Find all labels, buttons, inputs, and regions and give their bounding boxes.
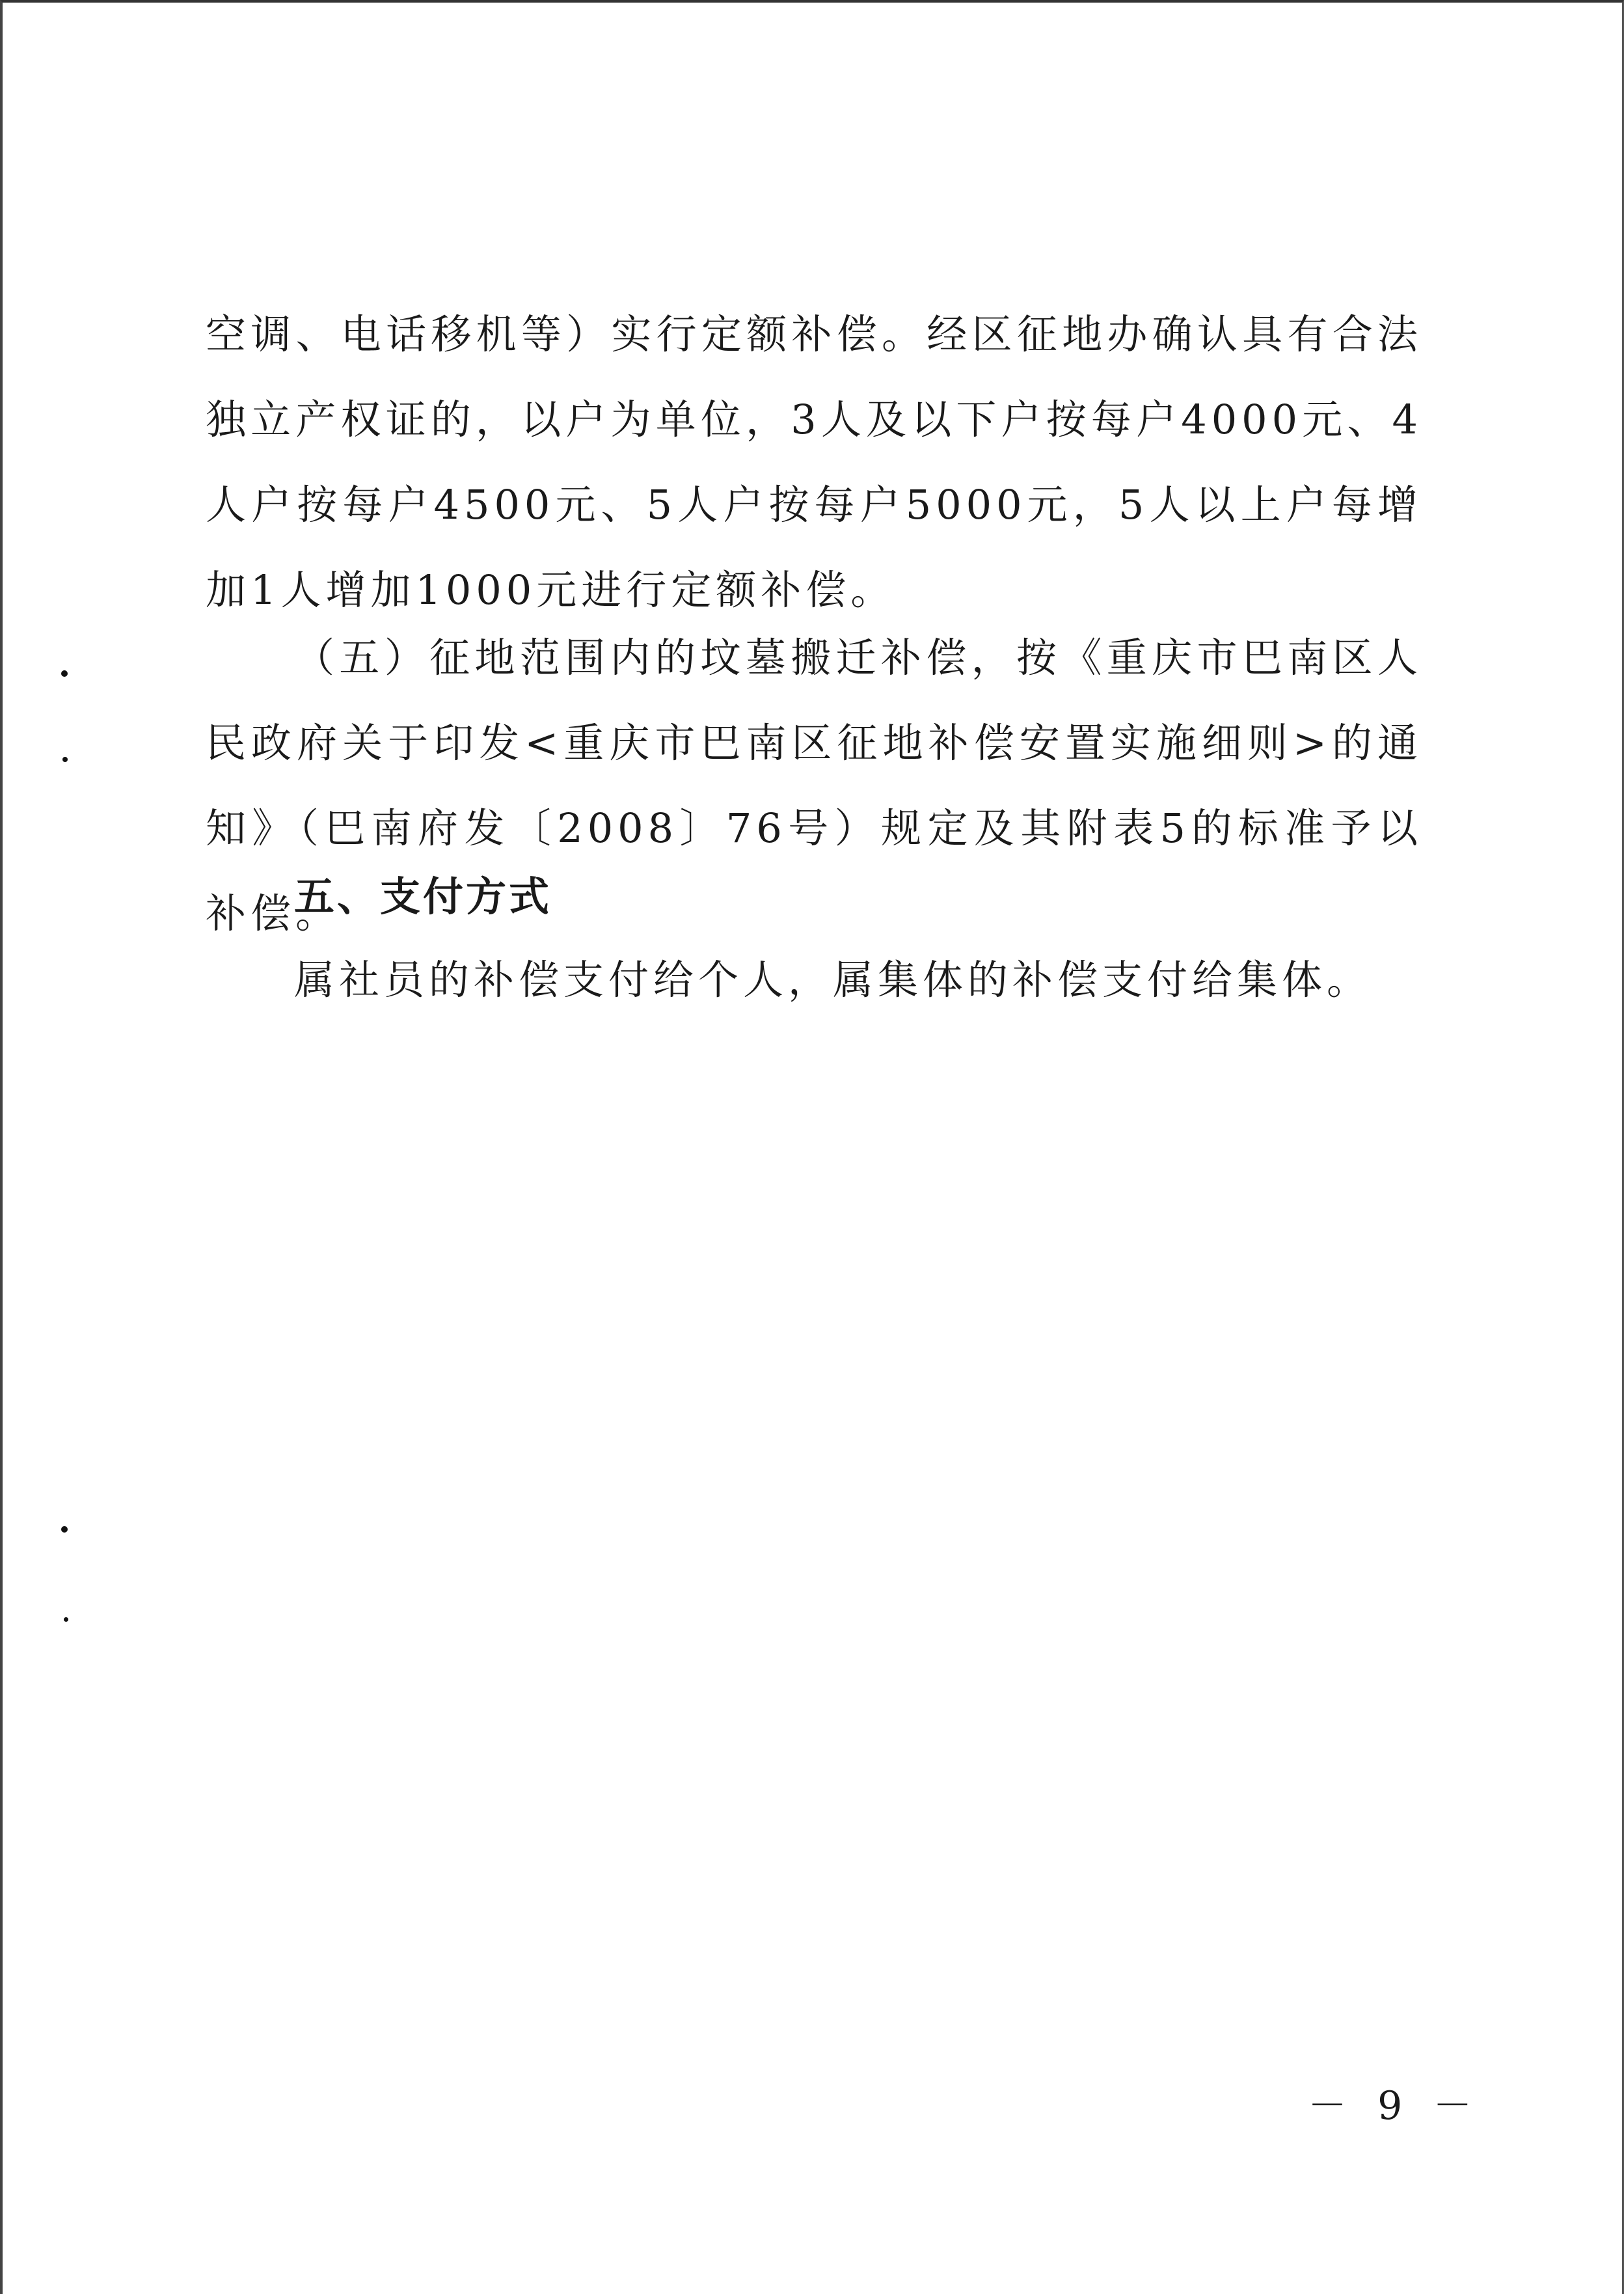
binding-hole-mark: [61, 670, 68, 677]
binding-hole-mark: [64, 1617, 68, 1622]
section-heading: 五、支付方式: [294, 873, 552, 920]
body-paragraph-1: 空调、电话移机等）实行定额补偿。经区征地办确认具有合法独立产权证的，以户为单位，3人及以下户按每户4000元、4人户按每户4500元、5人户按每户5000元，5人以上户每增加1人增加1000元进行定额补偿。: [206, 310, 1422, 614]
page-number: － 9 －: [1308, 2083, 1482, 2129]
binding-hole-mark: [61, 1526, 68, 1533]
binding-hole-mark: [62, 757, 68, 762]
body-paragraph-2: （五）征地范围内的坟墓搬迁补偿，按《重庆市巴南区人民政府关于印发<重庆市巴南区征地补偿安置实施细则>的通知》（巴南府发〔2008〕76号）规定及其附表5的标准予以补偿。: [206, 634, 1422, 937]
section-paragraph: 属社员的补偿支付给个人，属集体的补偿支付给集体。: [294, 956, 1372, 1004]
